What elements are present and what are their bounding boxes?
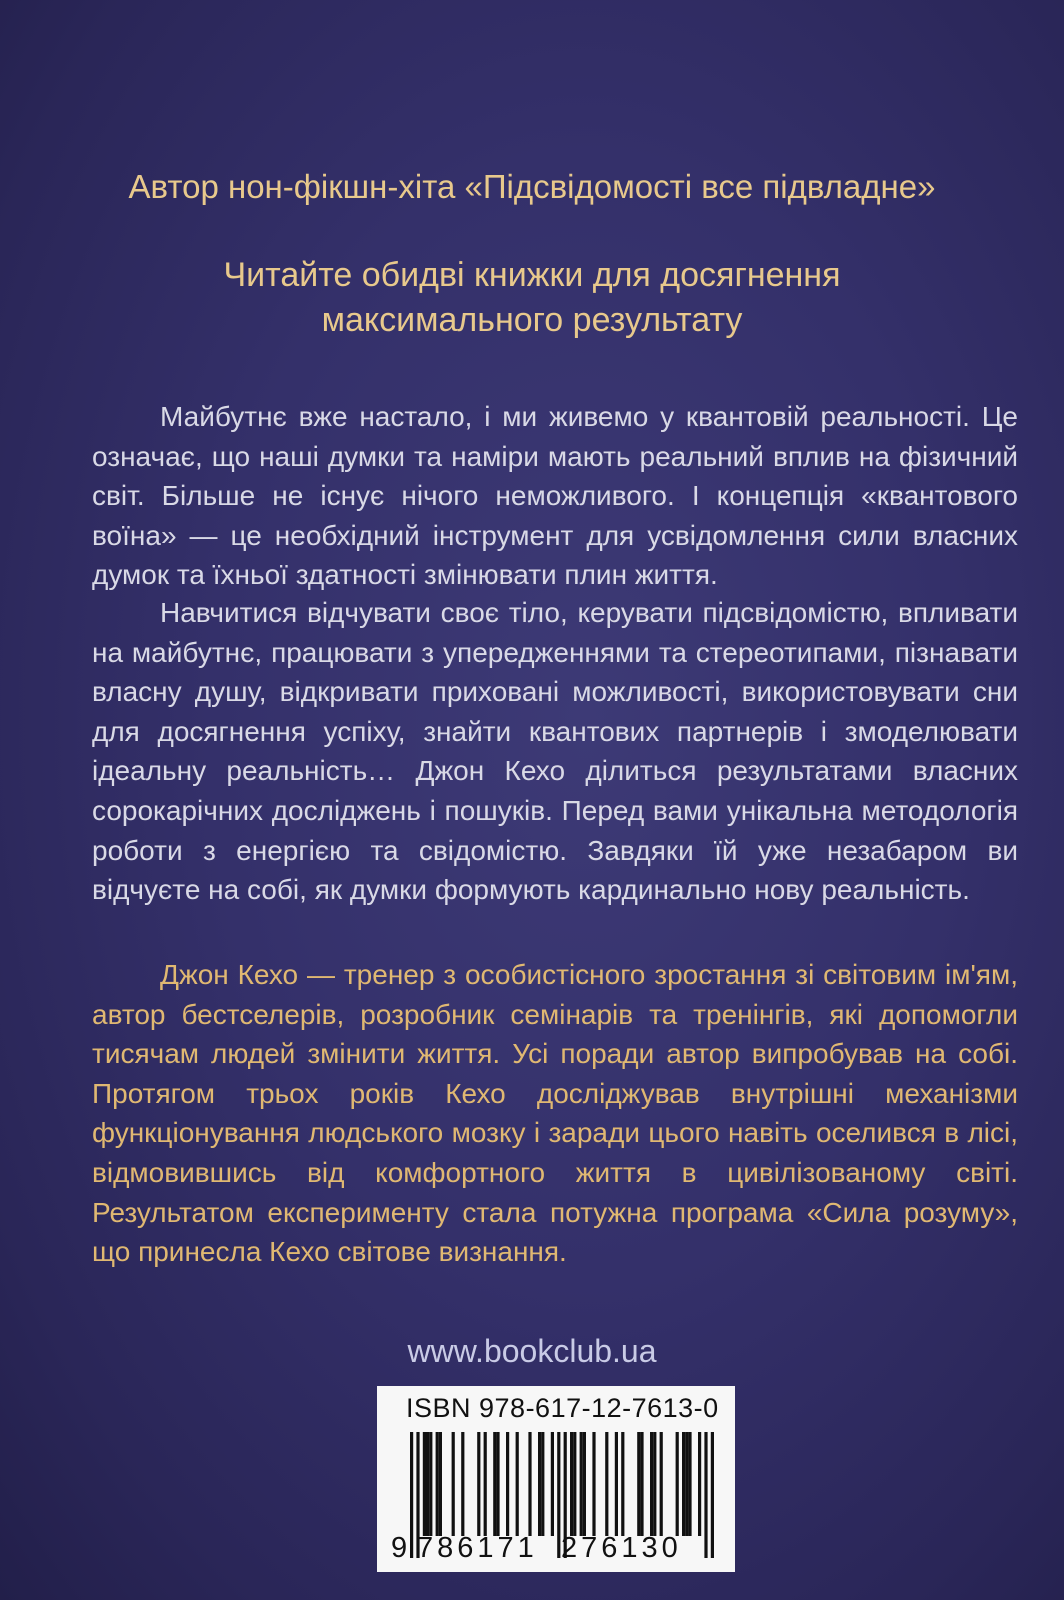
blurb-section-2 bbox=[92, 593, 1018, 910]
barcode-bar bbox=[506, 1432, 509, 1536]
barcode-bar bbox=[436, 1432, 439, 1536]
barcode-bar bbox=[653, 1432, 656, 1536]
barcode-bar bbox=[410, 1432, 413, 1558]
blurb-paragraph-1: Майбутнє вже настало, і ми живемо у квантовій реальності. Це означає, що наші думки та наміри мають реальний вплив на фізичний світ. Більше не існує нічого неможливого. І концепція «квантового воїна» — це необхідний інструмент для усвідомлення сили власних думок та їхньої здатності змінювати плин життя. bbox=[92, 401, 1018, 591]
read-both-tagline bbox=[0, 253, 1064, 343]
barcode-bar bbox=[650, 1432, 653, 1536]
barcode-bar bbox=[685, 1432, 688, 1536]
barcode-bar bbox=[461, 1432, 464, 1536]
barcode-bar bbox=[496, 1432, 499, 1536]
isbn-barcode bbox=[377, 1386, 735, 1572]
barcode-bar bbox=[676, 1432, 679, 1536]
barcode-bar bbox=[557, 1432, 560, 1558]
barcode-bar bbox=[583, 1432, 586, 1536]
barcode-bar bbox=[493, 1432, 496, 1536]
barcode-bar bbox=[573, 1432, 576, 1536]
barcode-bar bbox=[429, 1432, 432, 1536]
barcode-bar bbox=[538, 1432, 541, 1536]
isbn-label: ISBN 978-617-12-7613-0 bbox=[406, 1393, 719, 1423]
blurb-section-1 bbox=[92, 397, 1018, 595]
barcode-bar bbox=[528, 1432, 531, 1536]
barcode-bar bbox=[484, 1432, 487, 1536]
barcode-bar bbox=[452, 1432, 455, 1536]
barcode-bar bbox=[688, 1432, 691, 1536]
barcode-bar bbox=[551, 1432, 554, 1536]
barcode-bar bbox=[570, 1432, 573, 1536]
barcode-digits-left: 786171 bbox=[417, 1532, 538, 1564]
barcode-digit-first: 9 bbox=[391, 1532, 409, 1564]
barcode-bar bbox=[637, 1432, 640, 1536]
barcode-bar bbox=[615, 1432, 618, 1536]
barcode-bar bbox=[698, 1432, 701, 1536]
barcode-bar bbox=[592, 1432, 595, 1536]
author-bio-paragraph: Джон Кехо — тренер з особистісного зростання зі світовим ім'ям, автор бестселерів, розробник семінарів та тренінгів, які допомогли тисячам людей змінити життя. Усі поради автор випробував на собі. Протягом трьох років Кехо досліджував внутрішні механізми функціонування людського мозку і заради цього навіть оселився в лісі, відмовившись від комфортного життя в цивілізованому світі. Результатом експерименту стала потужна програма «Сила розуму», що принесла Кехо світове визнання. bbox=[92, 959, 1018, 1268]
barcode-digits-right: 276130 bbox=[561, 1532, 682, 1564]
barcode-bar bbox=[711, 1432, 714, 1558]
barcode-bar bbox=[682, 1432, 685, 1536]
barcode-bar bbox=[477, 1432, 480, 1536]
barcode-bar bbox=[541, 1432, 544, 1536]
barcode-bar bbox=[580, 1432, 583, 1536]
barcode-bar bbox=[426, 1432, 429, 1536]
barcode-bar bbox=[640, 1432, 643, 1536]
barcode-bar bbox=[423, 1432, 426, 1536]
barcode-bar bbox=[516, 1432, 519, 1536]
read-both-tagline-line1: Читайте обидві книжки для досягнення bbox=[223, 256, 841, 294]
read-both-tagline-line2: максимального результату bbox=[321, 301, 743, 339]
author-tagline: Автор нон-фікшн-хіта «Підсвідомості все підвладне» bbox=[128, 168, 936, 205]
barcode-bar bbox=[621, 1432, 624, 1536]
publisher-website: www.bookclub.ua bbox=[407, 1333, 657, 1369]
blurb-paragraph-2: Навчитися відчувати своє тіло, керувати підсвідомістю, впливати на майбутнє, працювати з упередженнями та стереотипами, пізнавати власну душу, відкривати приховані можливості, використовувати сни для досягнення успіху, знайти квантових партнерів і змоделювати ідеальну реальність… Джон Кехо ділиться результатами власних сорокарічних досліджень і пошуків. Перед вами унікальна методологія роботи з енергією та свідомістю. Завдяки їй уже незабаром ви відчуєте на собі, як думки формують кардинально нову реальність. bbox=[92, 597, 1018, 906]
author-bio bbox=[92, 955, 1018, 1272]
barcode-bar bbox=[660, 1432, 663, 1536]
barcode-bar bbox=[704, 1432, 707, 1558]
barcode-bar bbox=[439, 1432, 442, 1536]
barcode-bar bbox=[605, 1432, 608, 1536]
